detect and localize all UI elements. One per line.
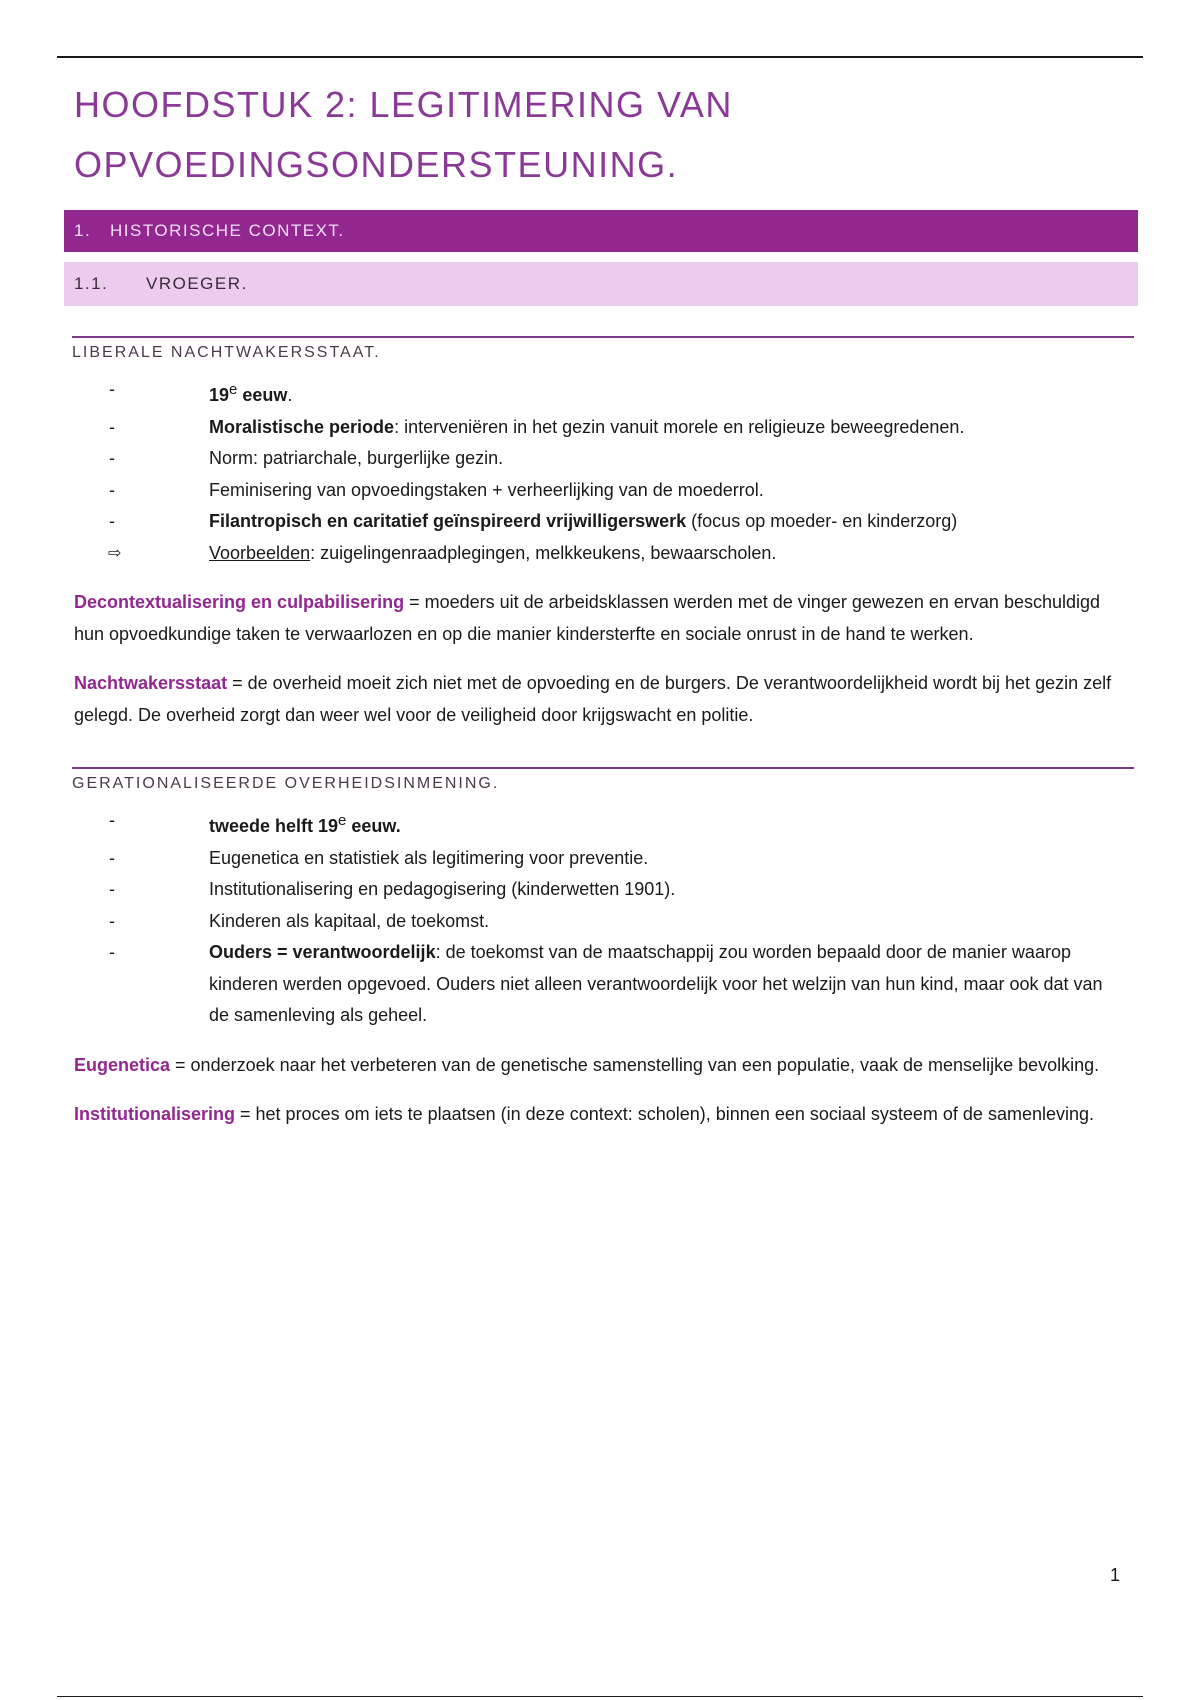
item-text: Norm: patriarchale, burgerlijke gezin. [209,448,504,468]
subsection-number: 1.1. [74,274,109,293]
bold-text: eeuw [237,385,288,405]
definition-nachtwakersstaat [64,668,1138,731]
heading-gerationaliseerde-overheidsinmening: GERATIONALISEERDE OVERHEIDSINMENING. [72,767,1134,793]
bold-text: Moralistische periode [209,416,395,437]
subsection-heading-vroeger [64,262,1138,306]
definition-term: Eugenetica [74,1054,171,1075]
definition-eugenetica [64,1050,1138,1082]
list-item [64,805,1138,843]
chapter-title-line-1: HOOFDSTUK 2: LEGITIMERING VAN [74,84,733,125]
list-item [64,412,1138,444]
item-text: : zuigelingenraadplegingen, melkkeukens, bewaarscholen. [310,542,777,563]
chapter-title [64,75,1138,195]
definition-term: Nachtwakersstaat [74,673,228,693]
bold-text: Ouders = verantwoordelijk [209,942,436,962]
dash-marker: - [109,910,115,931]
dash-marker: - [109,879,115,899]
definition-decontextualisering [64,587,1138,650]
heading-liberale-nachtwakersstaat: LIBERALE NACHTWAKERSSTAAT. [72,336,1134,362]
item-text: : de toekomst van de maatschappij zou worden bepaald door de manier waarop kinderen werden opgevoed. Ouders niet alleen verantwoordelijk voor het welzijn van hun kind, maar ook dat van de samenleving als geheel. [209,942,1103,1025]
dash-marker: - [109,847,115,868]
item-text: (focus op moeder- en kinderzorg) [686,511,958,531]
definition-term: Decontextualisering en culpabilisering [74,592,405,612]
item-text: Institutionalisering en pedagogisering (kinderwetten 1901). [209,879,676,899]
definition-text: = het proces om iets te plaatsen (in deze context: scholen), binnen een sociaal systeem of de samenleving. [235,1104,1095,1124]
superscript: e [338,812,347,829]
bullet-list-gerationaliseerd [64,805,1138,1032]
definition-text: = moeders uit de arbeidsklassen werden met de vinger gewezen en ervan beschuldigd hun opvoedkundige taken te verwaarlozen en op die manier kindersterfte en sociale onrust in de hand te werken. [74,592,1101,644]
list-item [64,538,1138,570]
bottom-page-rule [57,1696,1143,1697]
item-text: . [287,385,293,405]
dash-marker: - [109,448,115,468]
definition-text: = de overheid moeit zich niet met de opvoeding en de burgers. De verantwoordelijkheid wordt bij het gezin zelf gelegd. De overheid zorgt dan weer wel voor de veiligheid door krijgswacht en politie. [74,673,1112,725]
dash-marker: - [109,416,115,437]
section-label: HISTORISCHE CONTEXT. [110,221,345,240]
document-page [64,75,1138,1131]
list-item [64,937,1138,1032]
list-item [64,506,1138,538]
bold-text: tweede helft 19 [209,816,339,836]
item-text: Feminisering van opvoedingstaken + verheerlijking van de moederrol. [209,479,764,500]
dash-marker: - [109,379,115,399]
bold-text: 19 [209,385,230,405]
bullet-list-liberale [64,374,1138,569]
list-item [64,475,1138,507]
top-page-rule [57,56,1143,58]
list-item [64,874,1138,906]
item-text: : interveniëren in het gezin vanuit morele en religieuze beweegredenen. [394,416,965,437]
superscript: e [229,381,238,398]
list-item [64,374,1138,412]
section-number: 1. [74,221,92,240]
dash-marker: - [109,479,115,500]
list-item [64,443,1138,475]
underlined-text: Voorbeelden [209,542,311,563]
dash-marker: - [109,511,115,531]
arrow-right-icon: ⇨ [108,544,122,562]
definition-institutionalisering [64,1099,1138,1131]
dash-marker: - [109,810,115,830]
bold-text: Filantropisch en caritatief geïnspireerd vrijwilligerswerk [209,511,687,531]
item-text: Kinderen als kapitaal, de toekomst. [209,910,490,931]
section-heading-historische-context [64,210,1138,252]
subsection-label: VROEGER. [146,274,248,293]
item-text: Eugenetica en statistiek als legitimering voor preventie. [209,847,649,868]
page-number: 1 [1110,1565,1121,1585]
list-item [64,843,1138,875]
bold-text: eeuw. [346,816,401,836]
definition-text: = onderzoek naar het verbeteren van de genetische samenstelling van een populatie, vaak de menselijke bevolking. [170,1054,1100,1075]
chapter-title-line-2: OPVOEDINGSONDERSTEUNING. [74,144,679,185]
definition-term: Institutionalisering [74,1104,236,1124]
dash-marker: - [109,942,115,962]
list-item [64,906,1138,938]
